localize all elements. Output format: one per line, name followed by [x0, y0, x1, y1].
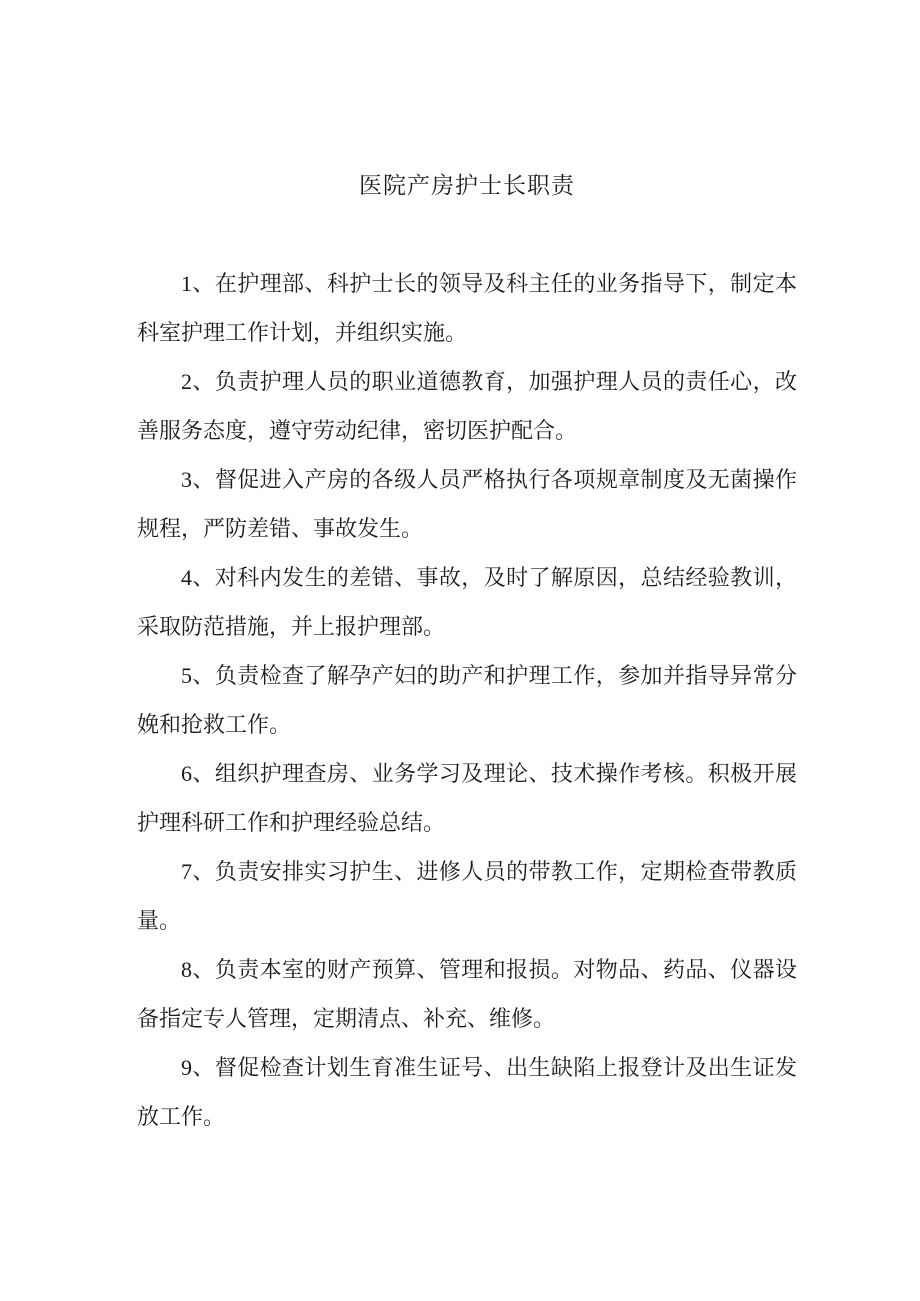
paragraph-1: 1、在护理部、科护士长的领导及科主任的业务指导下，制定本科室护理工作计划，并组织实施。: [137, 271, 797, 345]
paragraph-8: 8、负责本室的财产预算、管理和报损。对物品、药品、仪器设备指定专人管理，定期清点、补充、维修。: [137, 957, 797, 1031]
document-title: 医院产房护士长职责: [359, 173, 575, 198]
document-content: [137, 161, 797, 1141]
paragraph-3: 3、督促进入产房的各级人员严格执行各项规章制度及无菌操作规程，严防差错、事故发生。: [137, 467, 797, 541]
paragraph-2: 2、负责护理人员的职业道德教育，加强护理人员的责任心，改善服务态度，遵守劳动纪律，密切医护配合。: [137, 369, 797, 443]
paragraph-6: 6、组织护理查房、业务学习及理论、技术操作考核。积极开展护理科研工作和护理经验总结。: [137, 761, 797, 835]
paragraph-7: 7、负责安排实习护生、进修人员的带教工作，定期检查带教质量。: [137, 859, 797, 933]
paragraph-5: 5、负责检查了解孕产妇的助产和护理工作，参加并指导异常分娩和抢救工作。: [137, 663, 797, 737]
paragraph-4: 4、对科内发生的差错、事故，及时了解原因，总结经验教训，采取防范措施，并上报护理部。: [137, 565, 797, 639]
paragraph-9: 9、督促检查计划生育准生证号、出生缺陷上报登计及出生证发放工作。: [137, 1055, 797, 1129]
